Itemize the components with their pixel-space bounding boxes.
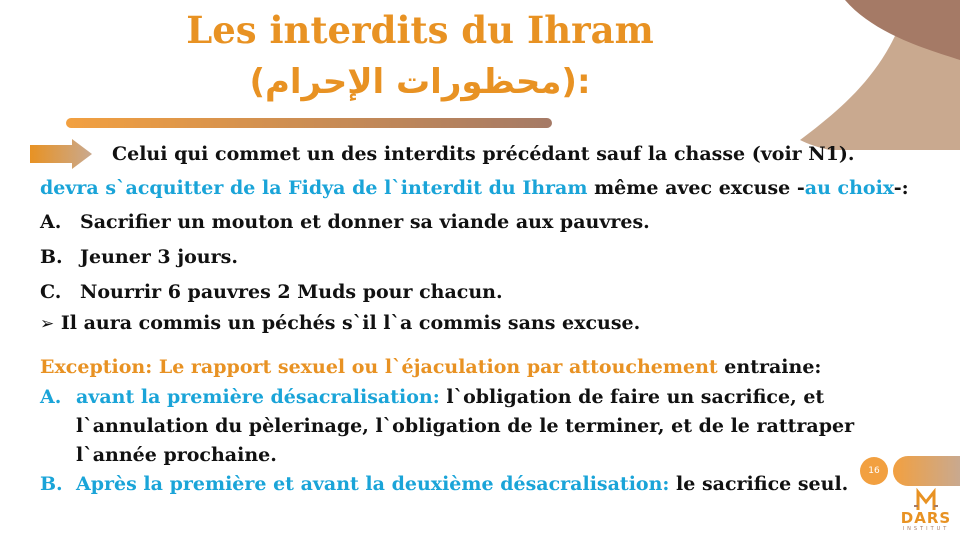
slide-title: Les interdits du Ihram: [186, 8, 654, 52]
arrow-bullet-icon: ➢: [40, 314, 55, 334]
exception-line: [40, 356, 821, 378]
note-line: [40, 312, 640, 334]
item-head: avant la première désacralisation:: [76, 386, 440, 408]
item-line: l`obligation de faire un sacrifice, et: [446, 386, 825, 408]
title-underline: [66, 118, 552, 128]
option-label: A.: [40, 211, 62, 233]
fidya-part1: devra s`acquitter de la Fidya de l`interdit du Ihram: [40, 177, 588, 199]
logo-subtext: INSTITUT: [902, 526, 950, 532]
option-text: Sacrifier un mouton et donner sa viande aux pauvres.: [80, 211, 650, 233]
item-head: Après la première et avant la deuxième désacralisation:: [76, 473, 670, 495]
exception-item-a: [40, 386, 824, 408]
item-label: B.: [40, 473, 63, 495]
fidya-part4: -:: [893, 177, 909, 199]
intro-text: Celui qui commet un des interdits précédant sauf la chasse (voir N1).: [112, 143, 855, 165]
fidya-part3: au choix: [804, 177, 894, 199]
option-label: C.: [40, 281, 62, 303]
item-tail: le sacrifice seul.: [676, 473, 849, 495]
option-text: Jeuner 3 jours.: [80, 246, 238, 268]
page-number: 16: [868, 466, 880, 476]
option-label: B.: [40, 246, 63, 268]
fidya-line: [40, 177, 909, 199]
slide-title-arabic: (محظورات الإحرام):: [249, 62, 591, 102]
note-text: Il aura commis un péchés s`il l`a commis sans excuse.: [60, 312, 641, 334]
dars-logo: [896, 488, 956, 538]
option-text: Nourrir 6 pauvres 2 Muds pour chacun.: [80, 281, 503, 303]
exception-item-b: [40, 473, 848, 495]
exception-tail: entraine:: [717, 356, 822, 378]
option-b: [40, 246, 238, 268]
exception-item-a-line3: l`année prochaine.: [76, 444, 277, 466]
fidya-part2: même avec excuse -: [587, 177, 805, 199]
option-c: [40, 281, 503, 303]
item-label: A.: [40, 386, 62, 408]
footer-bar: [893, 456, 960, 486]
option-a: [40, 211, 650, 233]
arrow-right-icon: [30, 139, 92, 169]
page-number-badge: [860, 457, 888, 485]
exception-item-a-line2: l`annulation du pèlerinage, l`obligation de le terminer, et de le rattraper: [76, 415, 855, 437]
logo-text: DARS: [900, 509, 952, 527]
logo-mark-icon: [896, 488, 956, 510]
exception-head: Exception: Le rapport sexuel ou l`éjaculation par attouchement: [40, 356, 718, 378]
